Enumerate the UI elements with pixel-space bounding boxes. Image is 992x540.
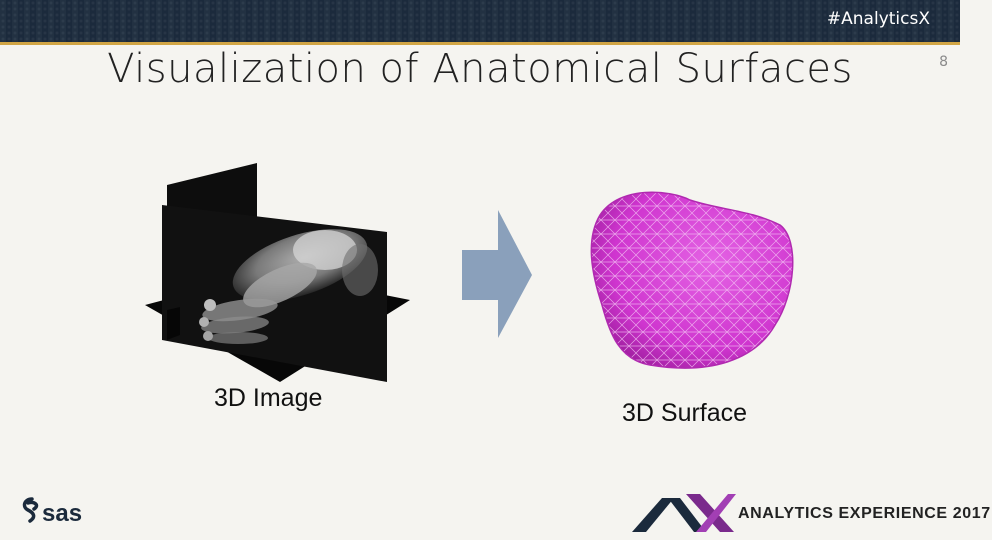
mesh-surface-render bbox=[580, 185, 805, 380]
top-banner bbox=[0, 0, 960, 42]
ct-slices-image bbox=[140, 160, 420, 385]
caption-3d-surface: 3D Surface bbox=[622, 399, 748, 427]
hashtag-label: #AnalyticsX bbox=[826, 9, 930, 29]
right-arrow-icon bbox=[462, 210, 534, 340]
sas-logo bbox=[18, 495, 98, 529]
analytics-experience-logo-icon bbox=[632, 490, 736, 534]
caption-3d-image: 3D Image bbox=[214, 384, 323, 412]
header-divider bbox=[0, 42, 960, 45]
page-number: 8 bbox=[939, 54, 948, 70]
event-name: ANALYTICS EXPERIENCE 2017 bbox=[738, 505, 991, 522]
sas-logo-text: sas bbox=[42, 500, 83, 527]
slide-title: Visualization of Anatomical Surfaces bbox=[107, 46, 853, 92]
